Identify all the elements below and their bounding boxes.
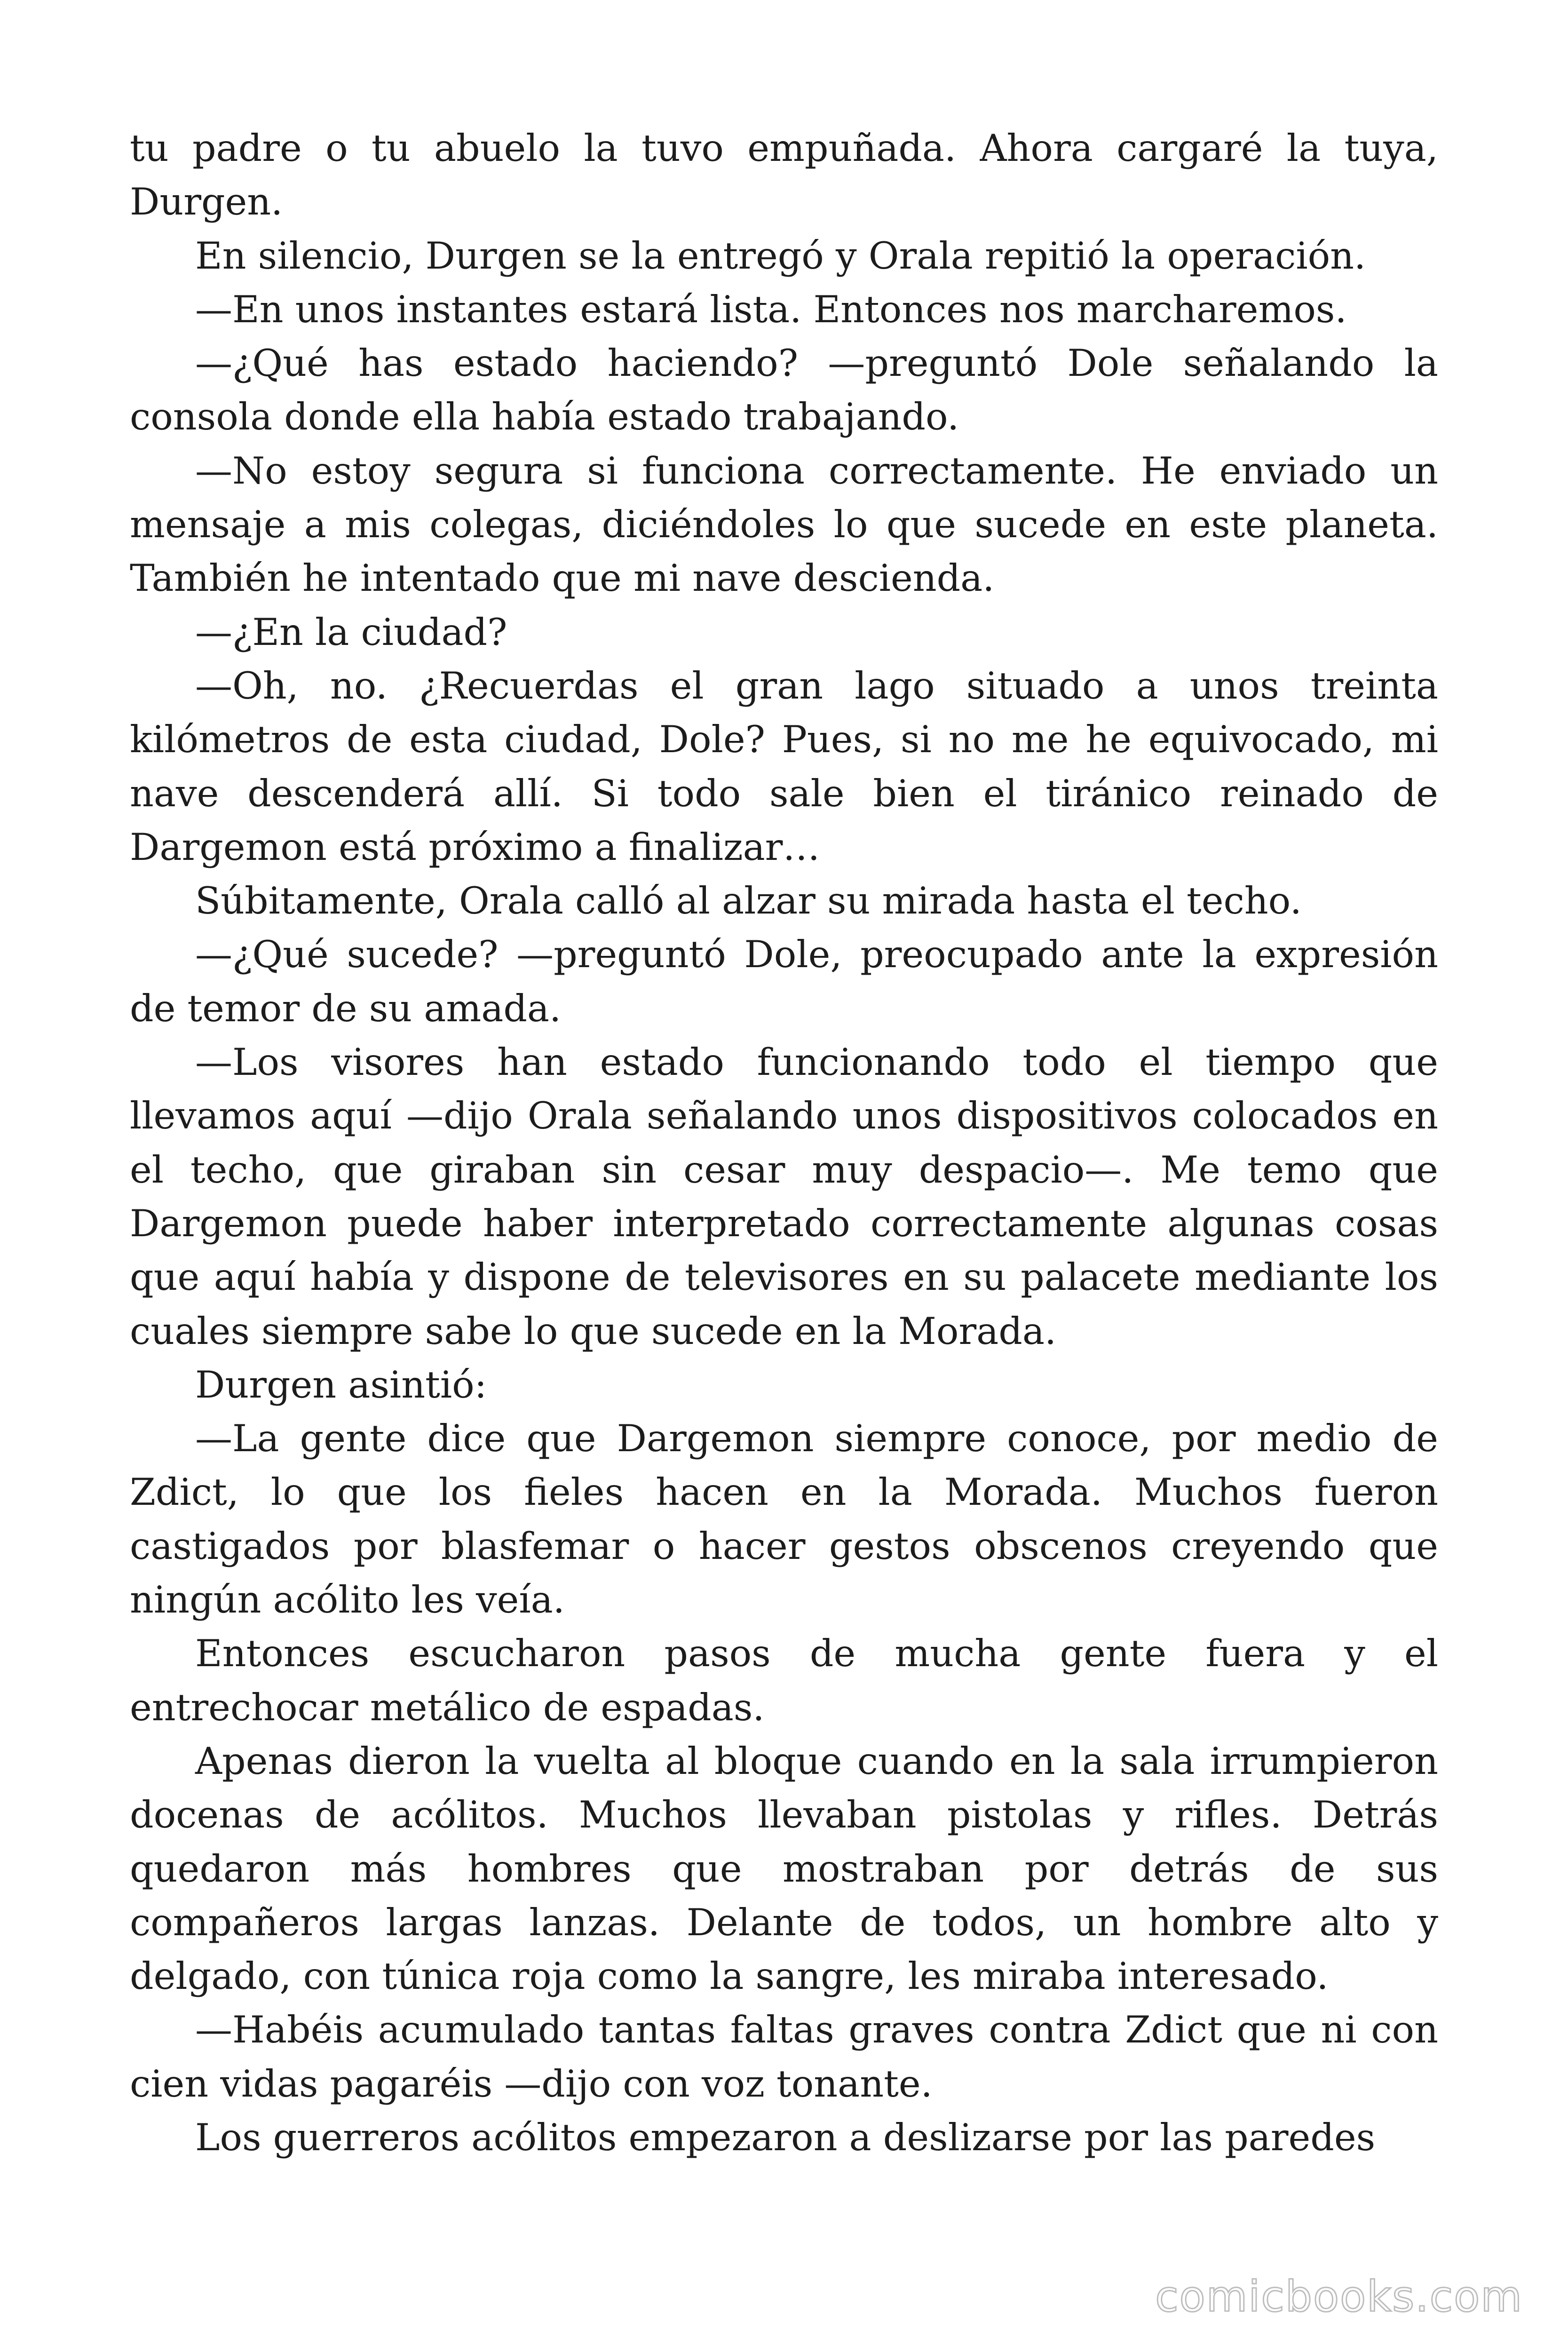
paragraph-8: Súbitamente, Orala calló al alzar su mirada hasta el techo. xyxy=(195,879,1302,923)
paragraph-13: Entonces escucharon pasos de mucha gente fuera y el entrechocar metálico de espadas. xyxy=(130,1632,1438,1729)
paragraph-16: Los guerreros acólitos empezaron a deslizarse por las paredes xyxy=(195,2115,1376,2159)
paragraph-3: —En unos instantes estará lista. Entonces nos marcharemos. xyxy=(195,287,1347,331)
paragraph-1: tu padre o tu abuelo la tuvo empuñada. Ahora cargaré la tuya, Durgen. xyxy=(130,127,1438,224)
paragraph-5: —No estoy segura si funciona correctamente. He enviado un mensaje a mis colegas, diciéndoles lo que sucede en este planeta. También he intentado que mi nave descienda. xyxy=(130,449,1438,600)
paragraph-4: —¿Qué has estado haciendo? —preguntó Dole señalando la consola donde ella había estado trabajando. xyxy=(130,342,1438,439)
paragraph-15: —Habéis acumulado tantas faltas graves contra Zdict que ni con cien vidas pagaréis —dijo con voz tonante. xyxy=(130,2008,1438,2106)
book-page-text xyxy=(130,121,1438,2164)
paragraph-6: —¿En la ciudad? xyxy=(195,610,507,654)
paragraph-11: Durgen asintió: xyxy=(195,1363,487,1406)
paragraph-2: En silencio, Durgen se la entregó y Orala repitió la operación. xyxy=(195,234,1366,278)
paragraph-14: Apenas dieron la vuelta al bloque cuando en la sala irrumpieron docenas de acólitos. Muchos llevaban pistolas y rifles. Detrás quedaron más hombres que mostraban por detrás de sus compañeros largas lanzas. Delante de todos, un hombre alto y delgado, con túnica roja como la sangre, les miraba interesado. xyxy=(130,1739,1438,1998)
watermark: comicbooks.com xyxy=(1155,2272,1523,2321)
paragraph-10: —Los visores han estado funcionando todo el tiempo que llevamos aquí —dijo Orala señalando unos dispositivos colocados en el techo, que giraban sin cesar muy despacio—. Me temo que Dargemon puede haber interpretado correctamente algunas cosas que aquí había y dispone de televisores en su palacete mediante los cuales siempre sabe lo que sucede en la Morada. xyxy=(130,1041,1438,1353)
paragraph-12: —La gente dice que Dargemon siempre conoce, por medio de Zdict, lo que los fieles hacen en la Morada. Muchos fueron castigados por blasfemar o hacer gestos obscenos creyendo que ningún acólito les veía. xyxy=(130,1417,1438,1622)
paragraph-7: —Oh, no. ¿Recuerdas el gran lago situado a unos treinta kilómetros de esta ciudad, Dole? Pues, si no me he equivocado, mi nave descenderá allí. Si todo sale bien el tiránico reinado de Dargemon está próximo a finalizar… xyxy=(130,664,1438,869)
paragraph-9: —¿Qué sucede? —preguntó Dole, preocupado ante la expresión de temor de su amada. xyxy=(130,933,1438,1030)
